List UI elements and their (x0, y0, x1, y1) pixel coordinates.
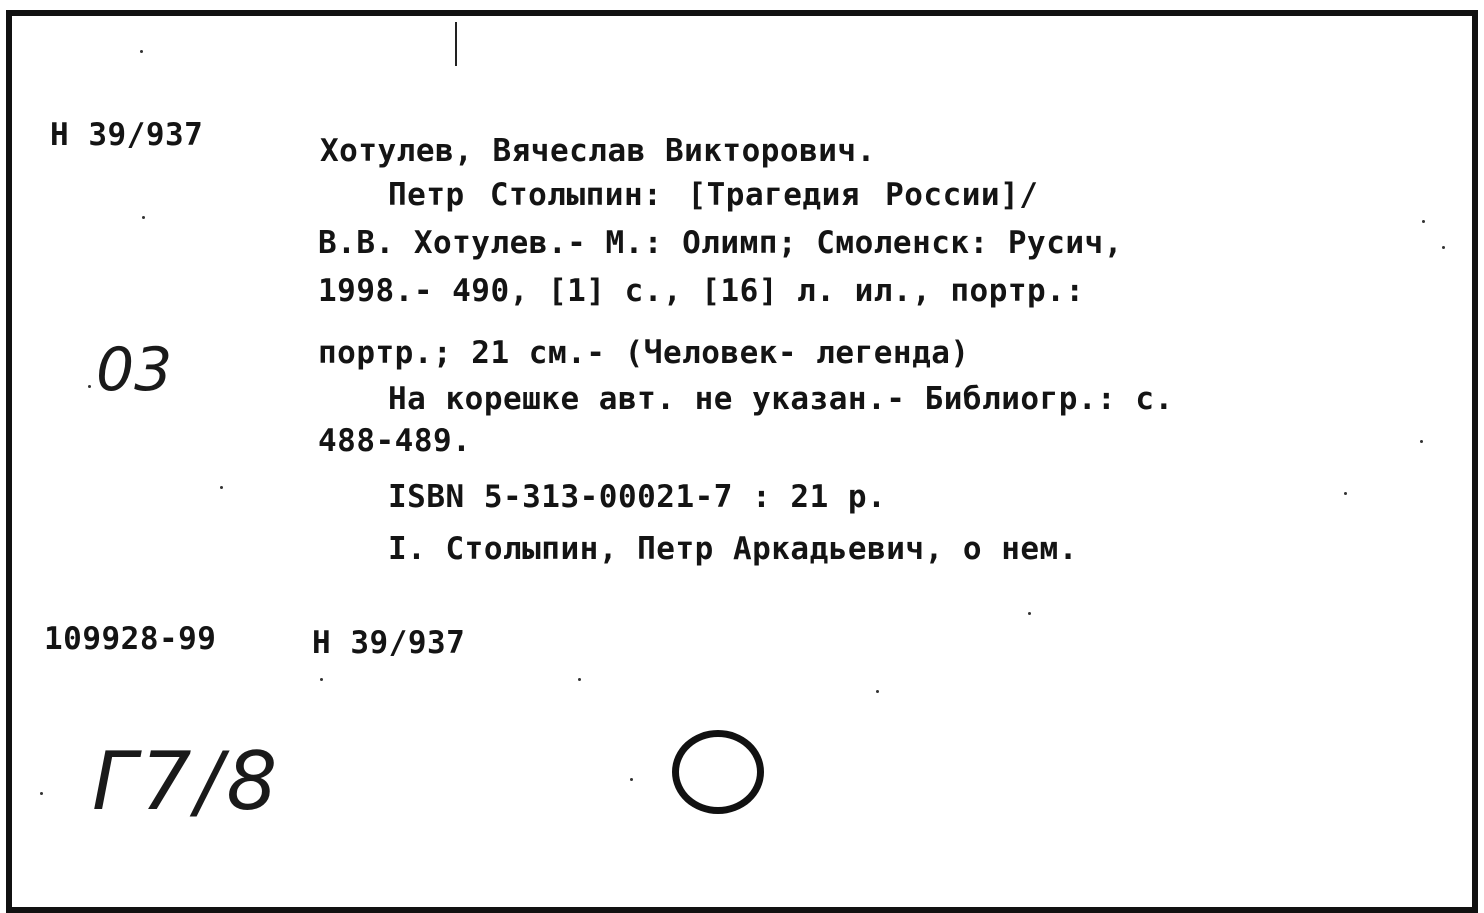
speck (578, 678, 581, 681)
description-line-2: В.В. Хотулев.- М.: Олимп; Смоленск: Русич, (318, 225, 1123, 261)
speck (1420, 440, 1423, 443)
speck (876, 690, 879, 693)
call-number-top: Н 39/937 (50, 117, 204, 153)
speck (630, 778, 633, 781)
speck (140, 50, 143, 53)
description-line-1: Петр Столыпин: [Трагедия России]/ (388, 177, 1039, 213)
speck (142, 216, 145, 219)
speck (1442, 246, 1445, 249)
speck (320, 678, 323, 681)
speck (88, 385, 91, 388)
punch-hole (672, 730, 764, 814)
speck (1028, 612, 1031, 615)
description-line-3: 1998.- 490, [1] с., [16] л. ил., портр.: (318, 273, 1085, 309)
handwritten-mark-left: 03 (96, 335, 173, 405)
speck (220, 486, 223, 489)
speck (1422, 220, 1425, 223)
author-heading: Хотулев, Вячеслав Викторович. (320, 133, 876, 169)
isbn-line: ISBN 5-313-00021-7 : 21 р. (388, 479, 887, 515)
description-line-6: 488-489. (318, 423, 472, 459)
handwritten-shelf-mark: Г7/8 (92, 735, 282, 828)
speck (40, 792, 43, 795)
speck (1344, 492, 1347, 495)
top-tick-mark (455, 22, 457, 66)
description-line-4: портр.; 21 см.- (Человек- легенда) (318, 335, 970, 371)
call-number-bottom: Н 39/937 (312, 625, 466, 661)
description-line-5: На корешке авт. не указан.- Библиогр.: с. (388, 381, 1174, 417)
subject-line: I. Столыпин, Петр Аркадьевич, о нем. (388, 531, 1078, 567)
inventory-number: 109928-99 (44, 621, 217, 657)
